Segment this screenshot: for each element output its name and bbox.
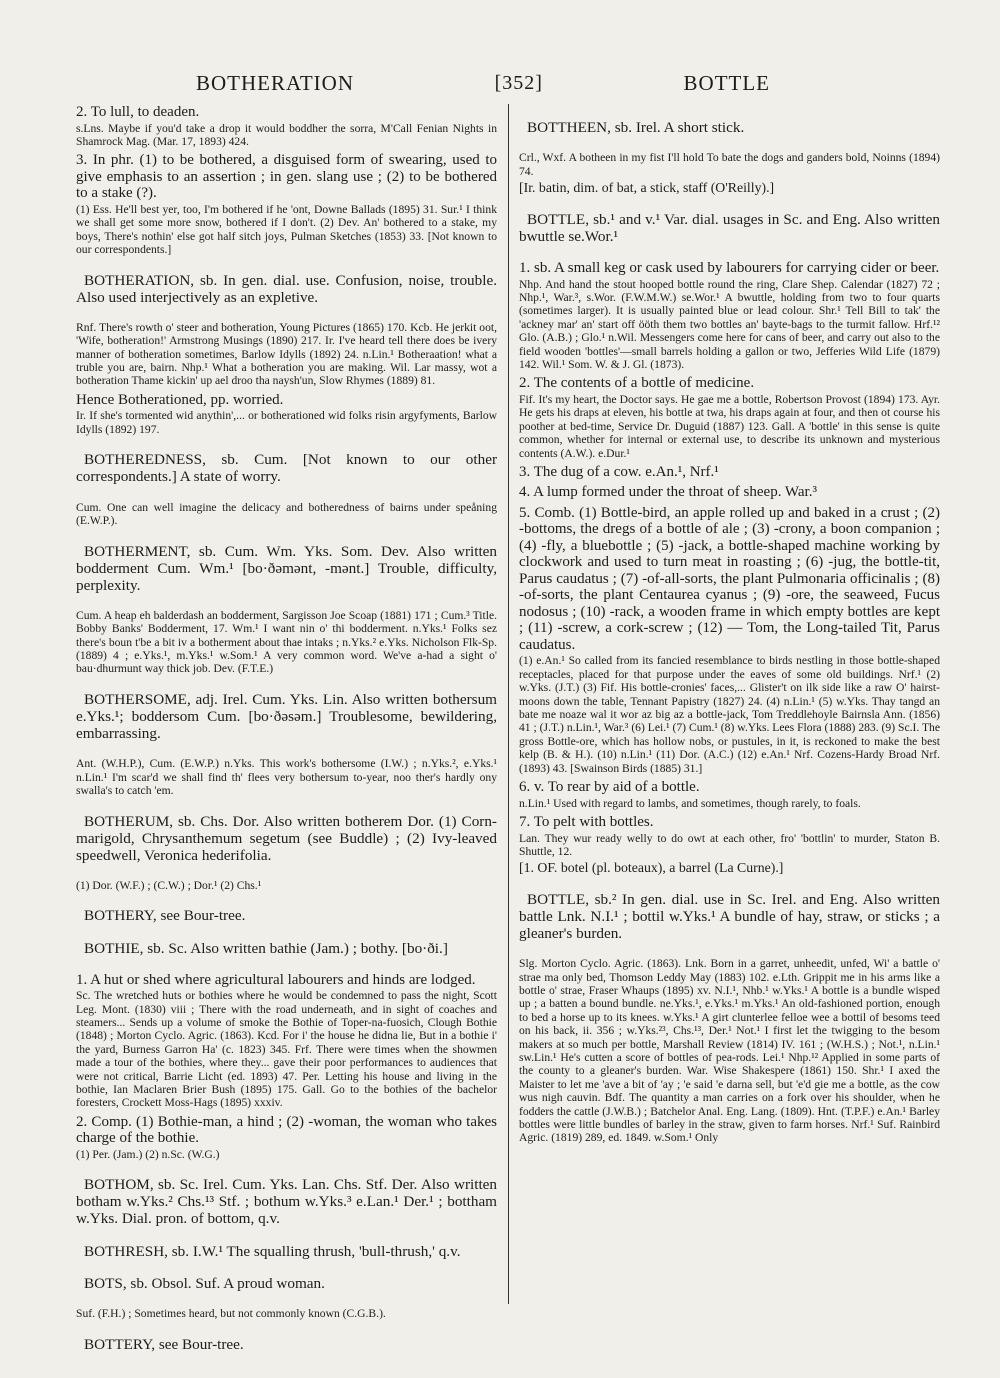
dictionary-entry [76,272,497,388]
entry-citation: Ir. If she's tormented wid anythin',... or botherationed wid folks risin argyfyments, Barlow Idylls (1892) 197. [76,409,497,436]
dictionary-entry [519,484,940,501]
dictionary-entry [76,104,497,148]
entry-sense: 7. To pelt with bottles. [519,814,654,830]
dictionary-entry [519,211,940,245]
entry-headword-line: BOTHEREDNESS, sb. Cum. [Not known to our other correspondents.] A state of worry. [76,451,497,486]
dictionary-entry [76,152,497,256]
entry-etymology: [1. OF. botel (pl. boteaux), a barrel (La Curne).] [519,860,784,876]
header-left-word: BOTHERATION [196,70,354,95]
entry-sense: 2. To lull, to deaden. [76,104,200,120]
dictionary-entry [519,505,940,775]
entry-citation: Cum. One can well imagine the delicacy and botheredness of bairns under speåning (E.W.P.). [76,500,497,527]
dictionary-entry [76,1336,497,1353]
dictionary-entry [76,1176,497,1227]
entry-sense: 2. The contents of a bottle of medicine. [519,375,755,392]
entry-citation: Ant. (W.H.P.), Cum. (E.W.P.) n.Yks. This work's bothersome (I.W.) ; n.Yks.², e.Yks.¹ n.Lin.¹ I'm scar'd we shall find th' flees very bothersum to-year, noo ther's hardly ony swalla's to catch 'em. [76,757,497,797]
entry-headword-line: BOTTERY, see Bour-tree. [84,1335,244,1353]
dictionary-entry [519,260,940,371]
entry-citation: Cum. A heap eh balderdash an bodderment, Sargisson Joe Scoap (1881) 171 ; Cum.³ Title. Bobby Banks' Bodderment, 17. Wm.¹ I want nin o' thi bodderment. n.Yks.¹ Folks sez there's boun t'be a bit iv a botherment about thae intaks ; n.Yks.² e.Yks. Nicholson Flk-Sp. (1889) 4 ; e.Yks.¹, m.Yks.¹ w.Som.¹ A very common word. We've a-had a sight o' bau·dhurmunt way thick job. Dev. (F.T.E.) [76,608,497,676]
entry-headword-line: BOTHOM, sb. Sc. Irel. Cum. Yks. Lan. Chs. Stf. Der. Also written botham w.Yks.² Chs.¹³ Stf. ; bothum w.Yks.³ e.Lan.¹ Der.¹ ; bottham w.Yks. Dial. pron. of bottom, q.v. [76,1176,497,1228]
entry-headword-line: BOTHERSOME, adj. Irel. Cum. Yks. Lin. Also written bothersum e.Yks.¹; boddersom Cum. [bo·ðəsəm.] Troublesome, bewildering, embarrassing. [76,690,497,742]
entry-citation: Lan. They wur ready welly to do owt at each other, fro' 'bottlin' to murder, Staton B. Shuttle, 12. [519,831,940,858]
entry-citation: s.Lns. Maybe if you'd take a drop it would boddher the sorra, M'Call Fenian Nights in Shamrock Mag. (Mar. 17, 1893) 424. [76,121,497,148]
entry-citation: Rnf. There's rowth o' steer and botheration, Young Pictures (1865) 170. Kcb. He jerkit oot, 'Wife, botheration!' Armstrong Musings (1890) 217. Ir. I've heard tell there does be ivery manner of botheration sometimes, Barlow Idylls (1892) 24. n.Lin.¹ Botheraation! what a truble you are, bairn. Nhp.¹ What a botheration you are making. Wil. Lar massy, wot a botheration Thame kickin' up ael droo tha naysh'un, Slow Rhymes (1889) 81. [76,320,497,388]
entry-sense: 3. In phr. (1) to be bothered, a disguised form of swearing, used to give emphasis to an assertion ; in gen. slang use ; (2) to be bothered to a stake (?). [76,152,497,202]
left-column [76,104,497,1360]
entry-headword-line: BOTHERUM, sb. Chs. Dor. Also written botherem Dor. (1) Corn-marigold, Chrysanthemum segetum (see Buddle) ; (2) Ivy-leaved speedwell, Veronica hederifolia. [76,812,497,864]
column-rule [508,104,509,1304]
dictionary-entry [519,814,940,876]
entry-headword-line: BOTHERY, see Bour-tree. [84,907,246,925]
dictionary-entry [76,813,497,893]
header-right-word: BOTTLE [683,70,770,95]
entry-headword-line: BOTHERATION, sb. In gen. dial. use. Confusion, noise, trouble. Also used interjectively as an expletive. [76,271,497,306]
entry-citation: Sc. The wretched huts or bothies where he would be condemned to pass the night, Scott Leg. Mont. (1830) viii ; There with the road underneath, and in sight of coaches and steamers... Sends up a volume of smoke the Bothie of Toper-na-fuosich, Clough Bothie (1848) ; Morton Cyclo. Agric. (1863). Kcd. For i' the house he didna lie, But in a bothie i' the yard, Burness Garron Ha' (c. 1823) 345. Frf. There were times when the showmen made a tour of the bothies, where they... gave their poor performances to audiences that were not critical, Barrie Licht (ed. 1893) 47. Per. Letting his house and living in the bothie, Ian Maclaren Brier Bush (1895) 175. Gall. Go to the bothies of the bachelor foresters, Crockett Moss-Hags (1895) xxxiv. [76,989,497,1110]
entry-headword-line: BOTHERMENT, sb. Cum. Wm. Yks. Som. Dev. Also written bodderment Cum. Wm.¹ [bo·ðəmənt, -mənt.] Trouble, difficulty, perplexity. [76,542,497,594]
entry-sense: Hence Botherationed, pp. worried. [76,391,284,408]
entry-citation: Nhp. And hand the stout hooped bottle round the ring, Clare Shep. Calendar (1827) 72 ; Nhp.¹, War.³, s.Wor. (F.W.M.W.) se.Wor.¹ A bwuttle, holding from two to four quarts (sometimes larger). It is usually painted blue or lead colour. Shr.¹ Tell Bill to tak' the 'ackney mar' an' start off ööth them two bottles an' bayte-bags to the turmit fallow. Hrf.¹² Glo. (A.B.) ; Glo.¹ n.Wil. Messengers come here for cans of beer, and carry out also to the field wooden 'bottles'—small barrels holding a gallon or two, Jefferies Wild Life (1879) 142. Wil.¹ Som. W. & J. Gl. (1873). [519,277,940,371]
dictionary-entry [519,375,940,460]
entry-sense: 1. sb. A small keg or cask used by labourers for carrying cider or beer. [519,260,940,277]
text-columns [76,104,940,1360]
entry-sense: 4. A lump formed under the throat of sheep. War.³ [519,484,817,501]
dictionary-entry [519,119,940,196]
dictionary-entry [519,779,940,810]
dictionary-entry [76,1275,497,1321]
dictionary-entry [519,891,940,1145]
entry-citation: (1) Per. (Jam.) (2) n.Sc. (W.G.) [76,1147,220,1161]
entry-citation: (1) Dor. (W.F.) ; (C.W.) ; Dor.¹ (2) Chs.¹ [76,878,262,892]
entry-citation: (1) e.An.¹ So called from its fancied resemblance to birds nestling in those bottle-shaped receptacles, placed for that purpose under the eaves of some old buildings. Nrf.¹ (2) w.Yks. (J.T.) (3) Fif. His bottle-cronies' faces,... Glister't on ilk side like a raw O' hairst-moons down the table, Tennant Papistry (1827) 24. (4) n.Lin.¹ (5) w.Yks. Thay tangd an bate me noaze wal it wor az big az a bottle-jack, Tom Treddlehoyle Bairnsla Ann. (1856) 41 ; (J.T.) n.Lin.¹, War.³ (6) Lei.¹ (7) Cum.¹ (8) w.Yks. Lees Flora (1888) 283. (9) Sc.I. The gross Bottle-ore, which has hollow nobs, or pustules, in it, is reckoned to make the best kelp (B. & H.). (10) n.Lin.¹ (11) Dor. (A.C.) (12) e.An.¹ Nrf. Cozens-Hardy Broad Nrf. (1893) 43. [Swainson Birds (1885) 31.] [519,654,940,775]
entry-sense: 2. Comp. (1) Bothie-man, a hind ; (2) -woman, the woman who takes charge of the bothie. [76,1113,497,1147]
dictionary-entry [76,1114,497,1161]
page-number: [352] [494,71,543,94]
dictionary-entry [76,1243,497,1260]
dictionary-entry [519,464,940,481]
dictionary-entry [76,451,497,527]
entry-sense: 6. v. To rear by aid of a bottle. [519,779,700,796]
entry-sense: 1. A hut or shed where agricultural labourers and hinds are lodged. [76,971,476,988]
right-column [519,104,940,1360]
entry-citation: Fif. It's my heart, the Doctor says. He gae me a bottle, Robertson Provost (1894) 173. Ayr. He gets his draps at eleven, his bottle at twa, his draps again at four, and then ot course his poother at bed-time, Service Dr. Duguid (1887) 123. Gall. A 'bottle' in this sense is quite common, whether for internal or external use, to describe its unknown and mysterious contents (A.W.). e.Dur.¹ [519,392,940,460]
dictionary-entry [76,691,497,797]
running-head [196,66,770,100]
entry-etymology: [Ir. batin, dim. of bat, a stick, staff (O'Reilly).] [519,180,775,196]
dictionary-entry [76,972,497,1110]
entry-headword-line: BOTTHEEN, sb. Irel. A short stick. [527,119,745,137]
entry-headword-line: BOTTLE, sb.¹ and v.¹ Var. dial. usages in Sc. and Eng. Also written bwuttle se.Wor.¹ [519,210,940,245]
entry-sense: 3. The dug of a cow. e.An.¹, Nrf.¹ [519,463,719,480]
entry-headword-line: BOTS, sb. Obsol. Suf. A proud woman. [84,1274,325,1292]
entry-citation: Crl., Wxf. A botheen in my fist I'll hold To bate the dogs and ganders bold, Noinns (1894) 74. [519,151,940,178]
dictionary-entry [76,543,497,676]
entry-citation: (1) Ess. He'll best yer, too, I'm bothered if he 'ont, Downe Ballads (1895) 31. Sur.¹ I think we shall get some more snow, bothered if I don't. (2) Dev. An' bothered to a stake, my boys, There's nothin' else got half sitch joys, Pulman Sketches (1853) 33. [Not known to our correspondents.] [76,202,497,257]
entry-sense: 5. Comb. (1) Bottle-bird, an apple rolled up and baked in a crust ; (2) -bottoms, the dregs of a bottle of ale ; (3) -crony, a boon companion ; (4) -fly, a bluebottle ; (5) -jack, a bottle-shaped machine working by clockwork and used to turn meat in roasting ; (6) -jug, the bottle-tit, Parus caudatus ; (7) -of-all-sorts, the plant Pulmonaria officinalis ; (8) -of-sorts, the plant Centaurea cyanus ; (9) -ore, the seaweed, Fucus nodosus ; (10) -rack, a wooden frame in which empty bottles are kept ; (11) -screw, a cork-screw ; (12) — Tom, the Long-tailed Tit, Parus caudatus. [519,504,940,653]
dictionary-entry [76,907,497,924]
entry-citation: Slg. Morton Cyclo. Agric. (1863). Lnk. Born in a garret, unheedit, unfed, Wi' a battle o' strae ma only bed, Thomson Leddy May (1883) 102. e.Lth. Grippit me in his arms like a bottle o' strae, Fraser Whaups (1895) xv. N.I.¹, Nhb.¹ w.Yks.¹ A bottle is a bundle wisped up ; a batten a bound bundle. ne.Yks.¹, e.Yks.¹ m.Yks.¹ An old-fashioned portion, enough to bed a horse up to its knees. w.Yks.¹ A girt clunterlee felloe wee a bottil of besoms teed on his back, ii. 356 ; w.Yks.²³, Chs.¹³, Der.¹ Not.¹ I first let the twigging to the besom makers at so much per bottle, Marshall Review (1814) IV. 161 ; (W.H.S.) ; Not.¹, n.Lin.¹ sw.Lin.¹ He's cutten a score of bottles of pea-rods. Lei.¹ Nhp.¹² Applied in some parts of the county to a gleaner's burden. War. Wise Shakespere (1861) 150. Shr.¹ I axed the Maister to let me 'ave a bit of 'ay ; 'e said 'e darna sell, but 'e'd gie me a bottle, as the cow wus nigh cauvin. Bdf. The quantity a man carries on a fork over his shoulder, when he fodders the cattle (J.W.B.) ; Batchelor Anal. Eng. Lang. (1809). Hnt. (T.P.F.) e.An.¹ Barley bottles were little bundles of barley in the straw, given to farm horses. Nrf.¹ Suf. Rainbird Agric. (1819) 289, ed. 1849. w.Som.¹ Only [519,957,940,1145]
entry-headword-line: BOTHIE, sb. Sc. Also written bathie (Jam.) ; bothy. [bo·ði.] [84,939,448,957]
entry-headword-line: BOTHRESH, sb. I.W.¹ The squalling thrush, 'bull-thrush,' q.v. [84,1242,461,1260]
entry-citation: n.Lin.¹ Used with regard to lambs, and sometimes, though rarely, to foals. [519,796,861,810]
dictionary-entry [76,940,497,957]
entry-citation: Suf. (F.H.) ; Sometimes heard, but not commonly known (C.G.B.). [76,1307,386,1320]
entry-headword-line: BOTTLE, sb.² In gen. dial. use in Sc. Irel. and Eng. Also written battle Lnk. N.I.¹ ; bottil w.Yks.¹ A bundle of hay, straw, or sticks ; a gleaner's burden. [519,891,940,942]
dictionary-entry [76,392,497,436]
